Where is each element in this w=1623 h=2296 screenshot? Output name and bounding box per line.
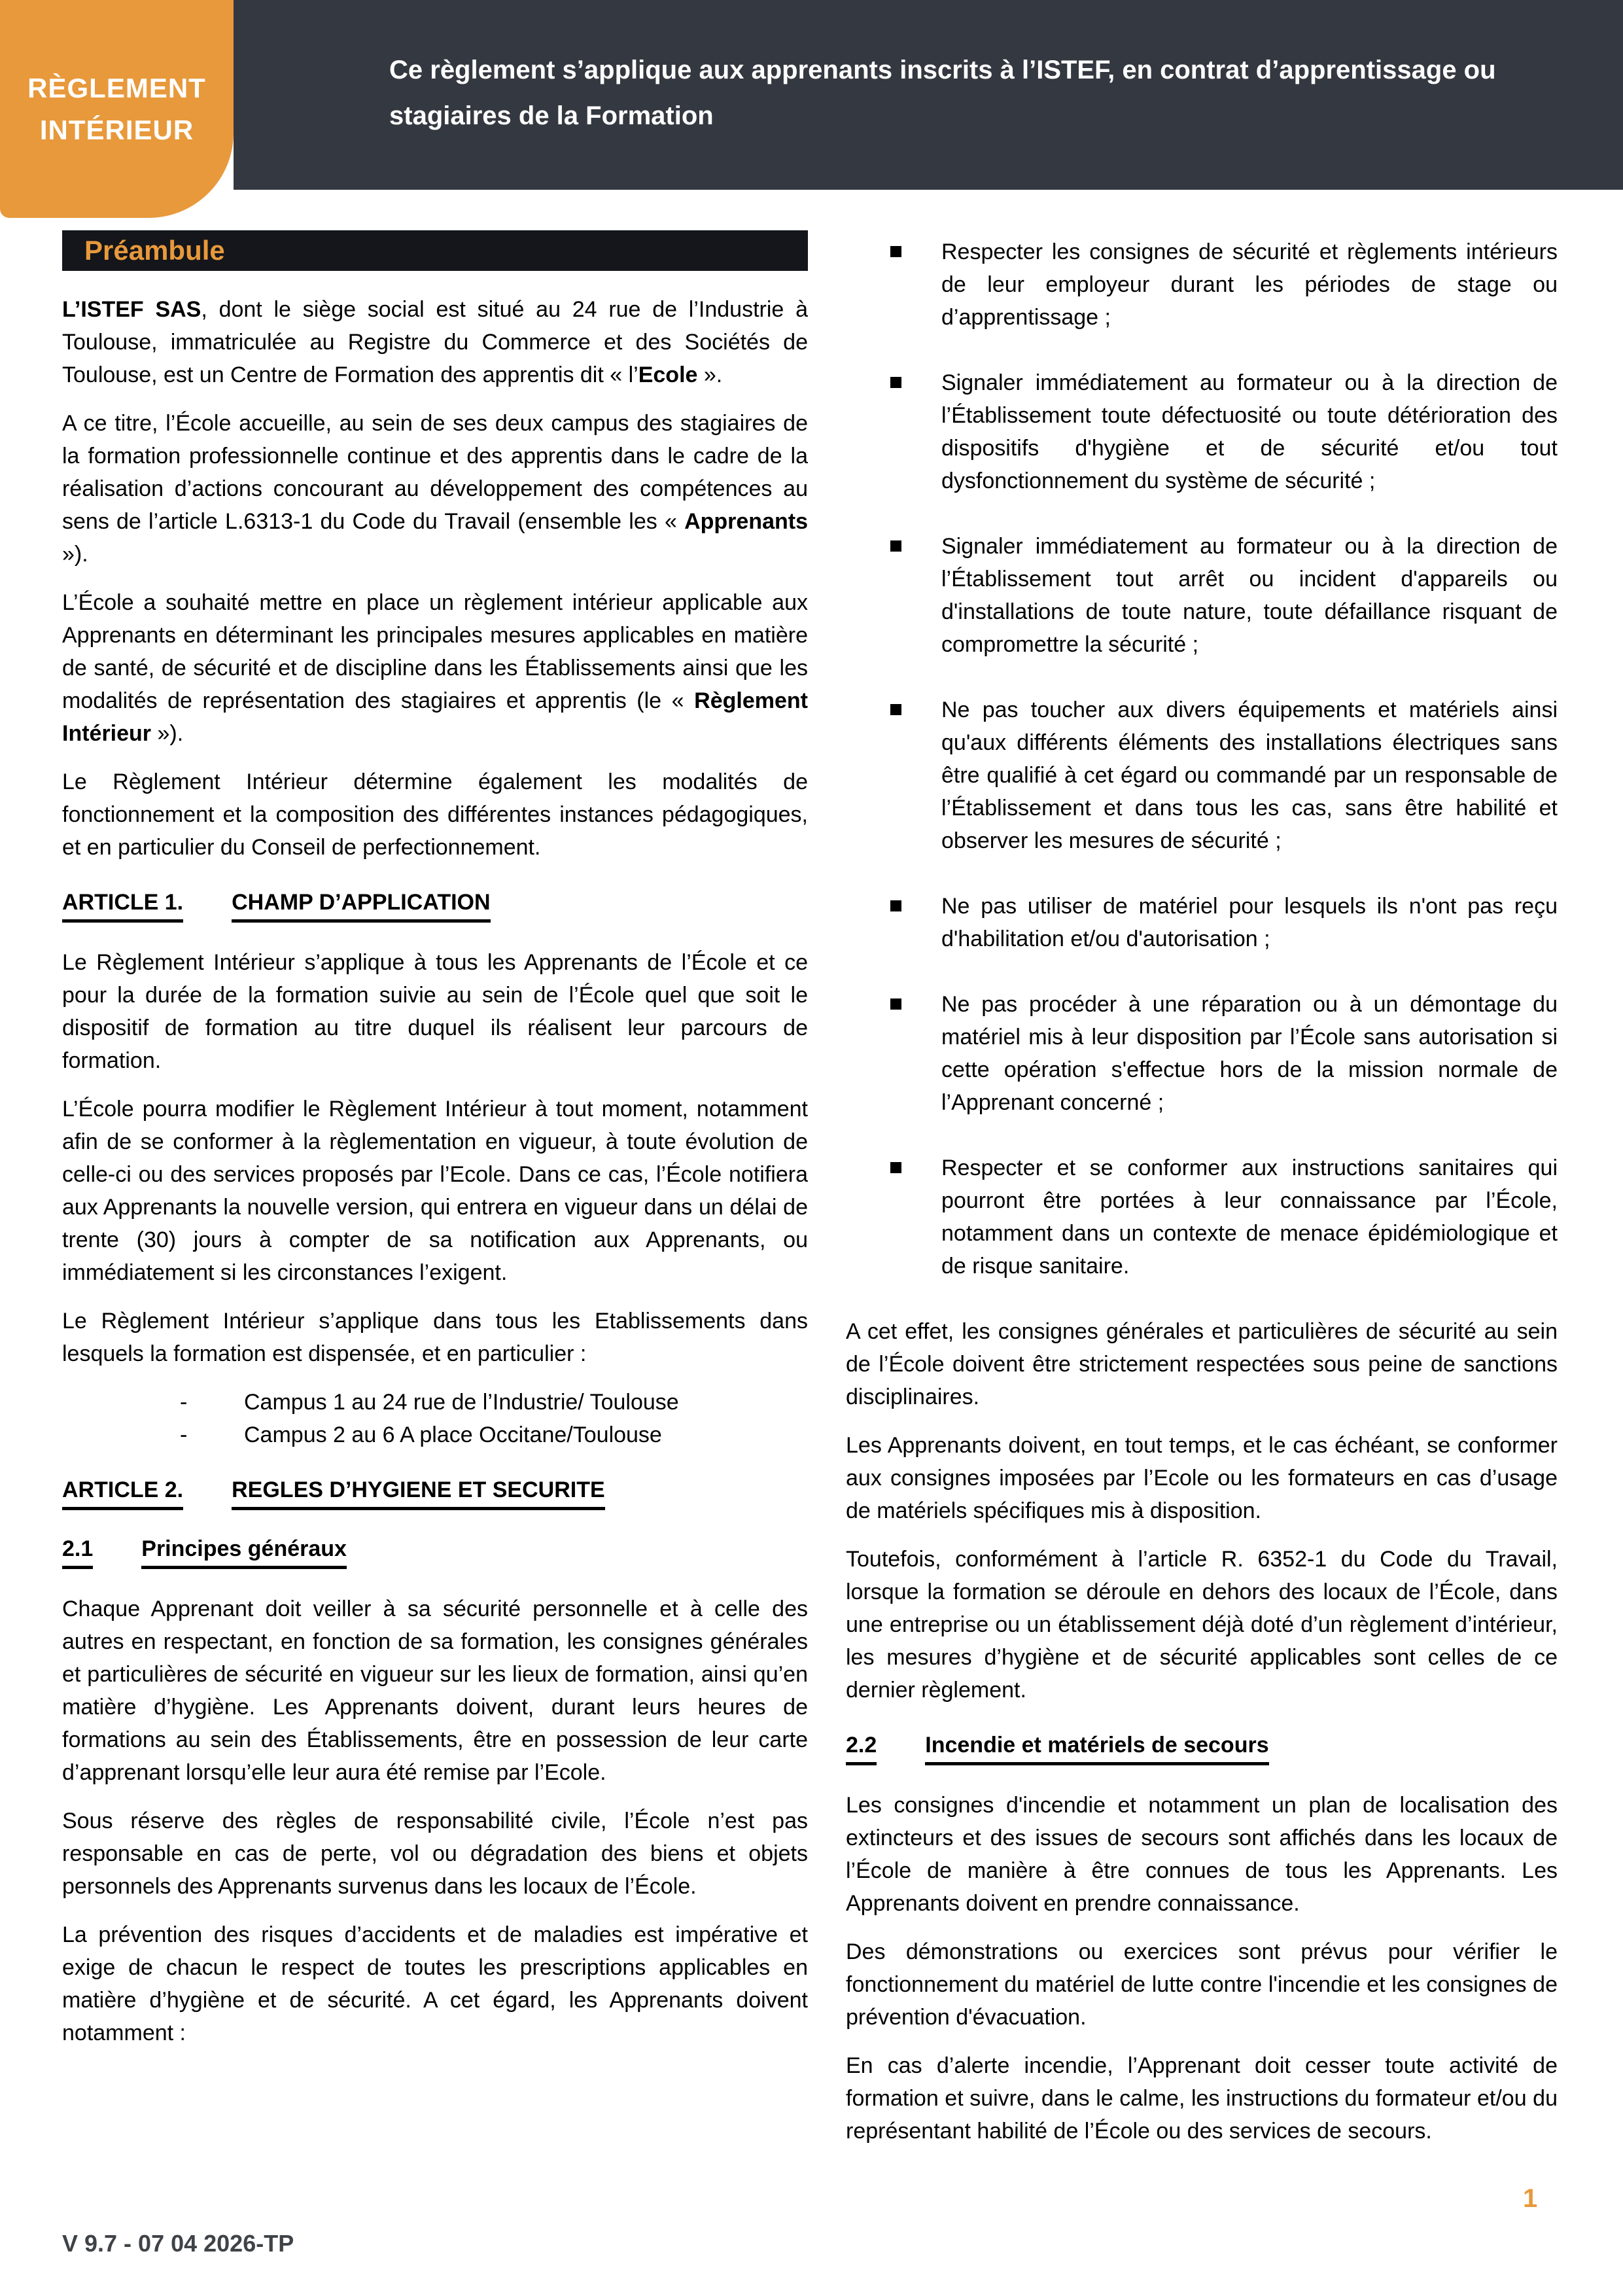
bullet-item (846, 236, 1558, 334)
section-heading (62, 1477, 808, 1510)
badge-line2: INTÉRIEUR (39, 114, 194, 145)
bullet-text: Respecter les consignes de sécurité et règlements intérieurs de leur employeur durant les périodes de stage ou d’apprentissage ; (941, 239, 1558, 330)
section-heading (62, 1536, 808, 1569)
badge-line1: RÈGLEMENT (27, 72, 206, 103)
bullet-item (846, 890, 1558, 955)
bullet-text: Respecter et se conformer aux instructions sanitaires qui pourront être portées à leur connaissance par l’École, notamment dans un contexte de menace épidémiologique et de risque sanitaire. (941, 1156, 1558, 1279)
paragraph: A ce titre, l’École accueille, au sein de ses deux campus des stagiaires de la formation professionnelle continue et des apprentis dans le cadre de la réalisation d’actions concourant au développement des compétences au sens de l’article L.6313-1 du Code du Travail (ensemble les « Apprenants »). (62, 411, 808, 567)
heading-number: 2.2 (846, 1733, 877, 1765)
square-bullet-icon (890, 890, 941, 955)
paragraph: Le Règlement Intérieur s’applique dans tous les Etablissements dans lesquels la formation est dispensée, et en particulier : (62, 1309, 808, 1366)
left-column (62, 230, 808, 2065)
bullet-text: Ne pas utiliser de matériel pour lesquels ils n'ont pas reçu d'habilitation et/ou d'autorisation ; (941, 894, 1558, 951)
paragraph: Les consignes d'incendie et notamment un plan de localisation des extincteurs et des issues de secours sont affichés dans les locaux de l’École de manière à être connues de tous les Apprenants. Les Apprenants doivent en prendre connaissance. (846, 1793, 1558, 1916)
bullet-list (846, 236, 1558, 1282)
bullet-item (846, 694, 1558, 857)
paragraph: Les Apprenants doivent, en tout temps, et le cas échéant, se conformer aux consignes imposées par l’Ecole ou les formateurs en cas d’usage de matériels spécifiques mis à disposition. (846, 1433, 1558, 1523)
square-bullet-icon (890, 1152, 941, 1282)
bullet-item (846, 1152, 1558, 1282)
bullet-item (846, 366, 1558, 497)
paragraph: Le Règlement Intérieur s’applique à tous les Apprenants de l’École et ce pour la durée de la formation suivie au sein de l’École quel que soit le dispositif de formation au titre duquel ils réalisent leur parcours de formation. (62, 950, 808, 1073)
section-heading (62, 890, 808, 923)
header-subtitle: Ce règlement s’applique aux apprenants inscrits à l’ISTEF, en contrat d’apprentissage ou stagiaires de la Formation (389, 56, 1496, 130)
paragraph: A cet effet, les consignes générales et particulières de sécurité au sein de l’École doivent être strictement respectées sous peine de sanctions disciplinaires. (846, 1319, 1558, 1409)
bullet-text: Signaler immédiatement au formateur ou à la direction de l’Établissement tout arrêt ou incident d'appareils ou d'installations de toute nature, toute défaillance risquant de compromettre la sécurité ; (941, 534, 1558, 657)
heading-title: Principes généraux (141, 1536, 347, 1569)
square-bullet-icon (890, 694, 941, 857)
page-number: 1 (1523, 2184, 1538, 2213)
heading-number: 2.1 (62, 1536, 93, 1569)
right-column (846, 230, 1558, 2163)
heading-title: CHAMP D’APPLICATION (232, 890, 490, 923)
heading-number: ARTICLE 1. (62, 890, 183, 923)
paragraph: L’École a souhaité mettre en place un règlement intérieur applicable aux Apprenants en déterminant les principales mesures applicables en matière de santé, de sécurité et de discipline dans les Établissements ainsi que les modalités de représentation des stagiaires et apprentis (le « Règlement Intérieur »). (62, 590, 808, 746)
square-bullet-icon (890, 530, 941, 661)
square-bullet-icon (890, 988, 941, 1119)
dash-item-text: Campus 2 au 6 A place Occitane/Toulouse (244, 1422, 662, 1447)
square-bullet-icon (890, 236, 941, 334)
paragraph: Le Règlement Intérieur détermine également les modalités de fonctionnement et la composition des différentes instances pédagogiques, et en particulier du Conseil de perfectionnement. (62, 769, 808, 860)
paragraph: En cas d’alerte incendie, l’Apprenant doit cesser toute activité de formation et suivre, dans le calme, les instructions du formateur et/ou du représentant habilité de l’École ou des services de secours. (846, 2053, 1558, 2144)
heading-number: ARTICLE 2. (62, 1477, 183, 1510)
bullet-text: Ne pas toucher aux divers équipements et matériels ainsi qu'aux différents éléments des installations électriques sans être qualifié à cet égard ou commandé par un responsable de l’Établissement et dans tous les cas, sans être habilité et observer les mesures de sécurité ; (941, 698, 1558, 853)
paragraph: Chaque Apprenant doit veiller à sa sécurité personnelle et à celle des autres en respectant, en fonction de sa formation, les consignes générales et particulières de sécurité en vigueur sur les lieux de formation, ainsi qu’en matière d’hygiène. Les Apprenants doivent, durant leurs heures de formations au sein des Établissements, être en possession de leur carte d’apprenant lorsqu’elle leur aura été remise par l’Ecole. (62, 1597, 808, 1785)
dash-list-item (62, 1386, 808, 1419)
paragraph: Sous réserve des règles de responsabilité civile, l’École n’est pas responsable en cas de perte, vol ou dégradation des biens et objets personnels des Apprenants survenus dans les locaux de l’École. (62, 1809, 808, 1899)
dash-icon: - (180, 1422, 188, 1447)
preamble-title: Préambule (84, 235, 225, 266)
square-bullet-icon (890, 366, 941, 497)
dash-list (62, 1386, 808, 1451)
dash-item-text: Campus 1 au 24 rue de l’Industrie/ Toulouse (244, 1390, 679, 1415)
paragraph: L’École pourra modifier le Règlement Intérieur à tout moment, notamment afin de se conformer à la règlementation en vigueur, à toute évolution de celle-ci ou des services proposés par l’Ecole. Dans ce cas, l’École notifiera aux Apprenants la nouvelle version, qui entrera en vigueur dans un délai de trente (30) jours à compter de sa notification aux Apprenants, ou immédiatement si les circonstances l’exigent. (62, 1097, 808, 1285)
section-heading (846, 1733, 1558, 1765)
paragraph: Toutefois, conformément à l’article R. 6352-1 du Code du Travail, lorsque la formation se déroule en dehors des locaux de l’École, dans une entreprise ou un établissement déjà doté d’un règlement d’intérieur, les mesures d’hygiène et de sécurité applicables sont celles de ce dernier règlement. (846, 1547, 1558, 1703)
bullet-item (846, 988, 1558, 1119)
footer-version: V 9.7 - 07 04 2026-TP (62, 2230, 294, 2257)
paragraph: Des démonstrations ou exercices sont prévus pour vérifier le fonctionnement du matériel de lutte contre l'incendie et les consignes de prévention d'évacuation. (846, 1939, 1558, 2030)
reglement-interieur-badge (0, 0, 234, 218)
heading-title: Incendie et matériels de secours (925, 1733, 1268, 1765)
bullet-text: Signaler immédiatement au formateur ou à la direction de l’Établissement toute défectuosité ou toute détérioration des dispositifs d'hygiène et de sécurité et/ou tout dysfonctionnement du système de sécurité ; (941, 370, 1558, 493)
dash-list-item (62, 1419, 808, 1451)
paragraph: L’ISTEF SAS, dont le siège social est situé au 24 rue de l’Industrie à Toulouse, immatriculée au Registre du Commerce et des Sociétés de Toulouse, est un Centre de Formation des apprentis dit « l’Ecole ». (62, 297, 808, 387)
heading-title: REGLES D’HYGIENE ET SECURITE (232, 1477, 605, 1510)
bullet-item (846, 530, 1558, 661)
preamble-bar (62, 230, 808, 271)
paragraph: La prévention des risques d’accidents et de maladies est impérative et exige de chacun le respect de toutes les prescriptions applicables en matière d’hygiène et de sécurité. A cet égard, les Apprenants doivent notamment : (62, 1922, 808, 2045)
header-bar (234, 0, 1623, 190)
bullet-text: Ne pas procéder à une réparation ou à un démontage du matériel mis à leur disposition par l’École sans autorisation si cette opération s'effectue hors de la mission normale de l’Apprenant concerné ; (941, 992, 1558, 1115)
dash-icon: - (180, 1390, 188, 1415)
